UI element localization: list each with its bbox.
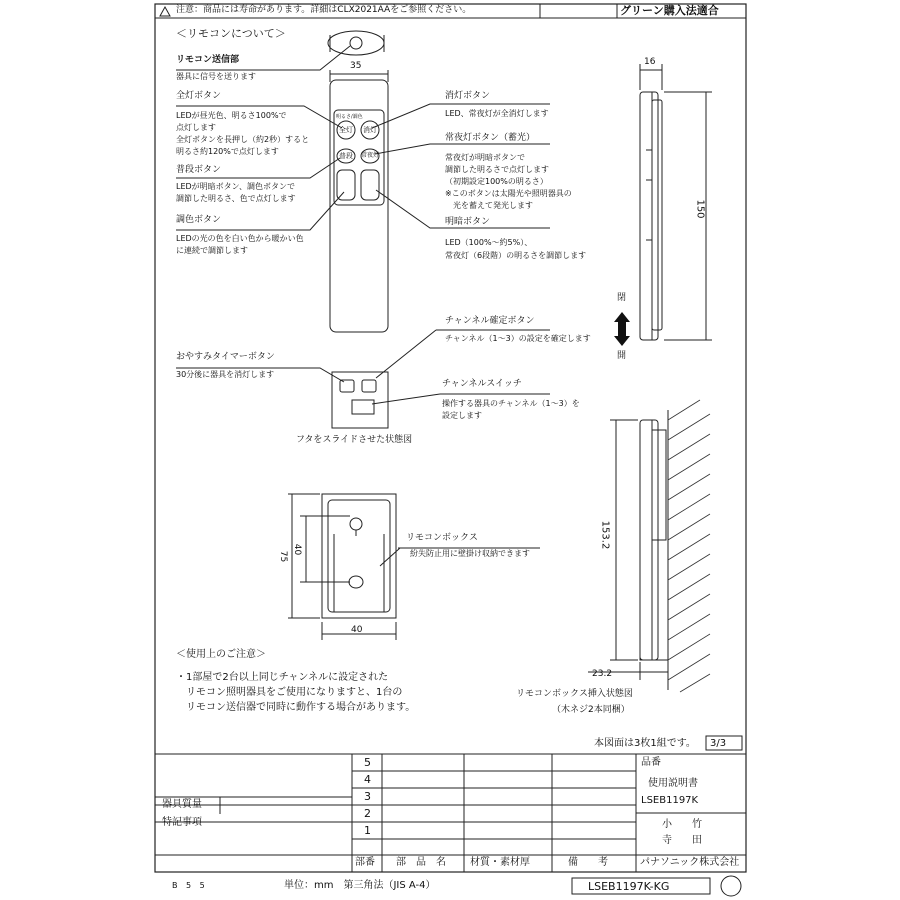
fudan-title: 普段ボタン bbox=[176, 165, 222, 175]
special-label: 特記事項 bbox=[162, 817, 202, 828]
btn-fudan: 普段 bbox=[339, 152, 353, 160]
joyato-title: 常夜灯ボタン（蓄光） bbox=[445, 133, 536, 143]
green-purchase-badge: グリーン購入法適合 bbox=[620, 4, 719, 17]
remote-top-label: 明るさ/調色 bbox=[336, 114, 363, 120]
box-dim-75: 75 bbox=[278, 550, 289, 563]
unit-note: 単位：mm 第三角法（JIS A-4） bbox=[284, 880, 436, 891]
slide-caption: フタをスライドさせた状態図 bbox=[296, 435, 413, 445]
fudan-desc: LEDが明暗ボタン、調色ボタンで 調節した明るさ、色で点灯します bbox=[176, 182, 296, 203]
choshoku-title: 調色ボタン bbox=[176, 215, 222, 225]
weight-label: 器具質量 bbox=[162, 799, 202, 810]
insert-note: （木ネジ2本同梱） bbox=[552, 705, 630, 715]
close-label: 閉 bbox=[617, 293, 627, 303]
row-number: 5 bbox=[364, 756, 371, 769]
insert-caption: リモコンボックス挿入状態図 bbox=[516, 689, 633, 699]
col-remarks: 備 考 bbox=[568, 857, 608, 868]
designer-name: 小 竹 bbox=[662, 819, 702, 830]
doc-code: LSEB1197K bbox=[641, 795, 699, 806]
notes-body: ・1部屋で2台以上同じチャンネルに設定された リモコン照明器具をご使用になりますと、1台の リモコン送信器で同時に動作する場合があります。 bbox=[176, 672, 416, 713]
choshoku-desc: LEDの光の色を白い色から暖かい色 に連続で調節します bbox=[176, 234, 304, 255]
channel-switch-desc: 操作する器具のチャンネル（1〜3）を 設定します bbox=[442, 399, 580, 420]
row-number: 4 bbox=[364, 773, 371, 786]
joyato-desc: 常夜灯が明暗ボタンで 調節した明るさで点灯します （初期設定100%の明るさ） ※このボタンは太陽光や照明器具の 光を蓄えて発光します bbox=[445, 153, 572, 210]
transmitter-title: リモコン送信部 bbox=[176, 55, 240, 65]
channel-confirm-title: チャンネル確定ボタン bbox=[445, 316, 535, 326]
side-depth-dim: 16 bbox=[644, 57, 656, 67]
caution-text: 注意：商品には寿命があります。詳細はCLX2021AAをご参照ください。 bbox=[176, 5, 472, 15]
company-name: パナソニック株式会社 bbox=[640, 857, 740, 868]
side-height-dim: 150 bbox=[694, 199, 706, 219]
channel-switch-title: チャンネルスイッチ bbox=[442, 379, 522, 389]
sheet-page: 3/3 bbox=[710, 738, 727, 749]
col-part: 部 品 名 bbox=[396, 857, 446, 868]
btn-shoto: 消灯 bbox=[363, 126, 377, 134]
insert-dim-depth: 23.2 bbox=[592, 669, 613, 679]
checker-name: 寺 田 bbox=[662, 835, 702, 846]
col-number: 部番 bbox=[355, 857, 375, 868]
box-title: リモコンボックス bbox=[406, 533, 478, 543]
transmitter-desc: 器具に信号を送ります bbox=[176, 72, 256, 81]
drawing-number: LSEB1197K-KG bbox=[588, 880, 670, 893]
btn-joyato: 常夜灯 bbox=[361, 152, 380, 159]
zenko-desc: LEDが昼光色、明るさ100%で 点灯します 全灯ボタンを長押し（約2秒）すると 明るさ約120%で点灯します bbox=[176, 111, 310, 156]
channel-confirm-desc: チャンネル（1〜3）の設定を確定します bbox=[445, 334, 591, 343]
row-number: 1 bbox=[364, 824, 371, 837]
box-dim-40h: 40 bbox=[351, 625, 363, 635]
box-dim-40v: 40 bbox=[292, 543, 303, 556]
open-label: 開 bbox=[617, 351, 627, 361]
shoto-desc: LED、常夜灯が全消灯します bbox=[445, 109, 549, 118]
zenko-title: 全灯ボタン bbox=[176, 91, 222, 101]
row-number: 3 bbox=[364, 790, 371, 803]
btn-zenko: 全灯 bbox=[339, 126, 353, 134]
sheet-set-note: 本図面は3枚1組です。 bbox=[594, 738, 696, 749]
doc-name: 使用説明書 bbox=[648, 778, 698, 789]
remote-width-dim: 35 bbox=[350, 61, 362, 71]
insert-dim-height: 153.2 bbox=[599, 520, 611, 550]
timer-title: おやすみタイマーボタン bbox=[176, 352, 275, 362]
timer-desc: 30分後に器具を消灯します bbox=[176, 370, 275, 379]
box-desc: 紛失防止用に壁掛け収納できます bbox=[410, 549, 530, 558]
notes-heading: ＜使用上のご注意＞ bbox=[176, 649, 266, 660]
remote-heading: ＜リモコンについて＞ bbox=[176, 27, 286, 40]
shoto-title: 消灯ボタン bbox=[445, 91, 491, 101]
col-material: 材質・素材厚 bbox=[470, 857, 530, 868]
meian-desc: LED（100%〜約5%）、 常夜灯（6段階）の明るさを調節します bbox=[445, 238, 587, 260]
paper-code: B 5 5 bbox=[172, 881, 208, 890]
row-number: 2 bbox=[364, 807, 371, 820]
hinban-label: 品番 bbox=[641, 757, 661, 768]
meian-title: 明暗ボタン bbox=[445, 217, 491, 227]
